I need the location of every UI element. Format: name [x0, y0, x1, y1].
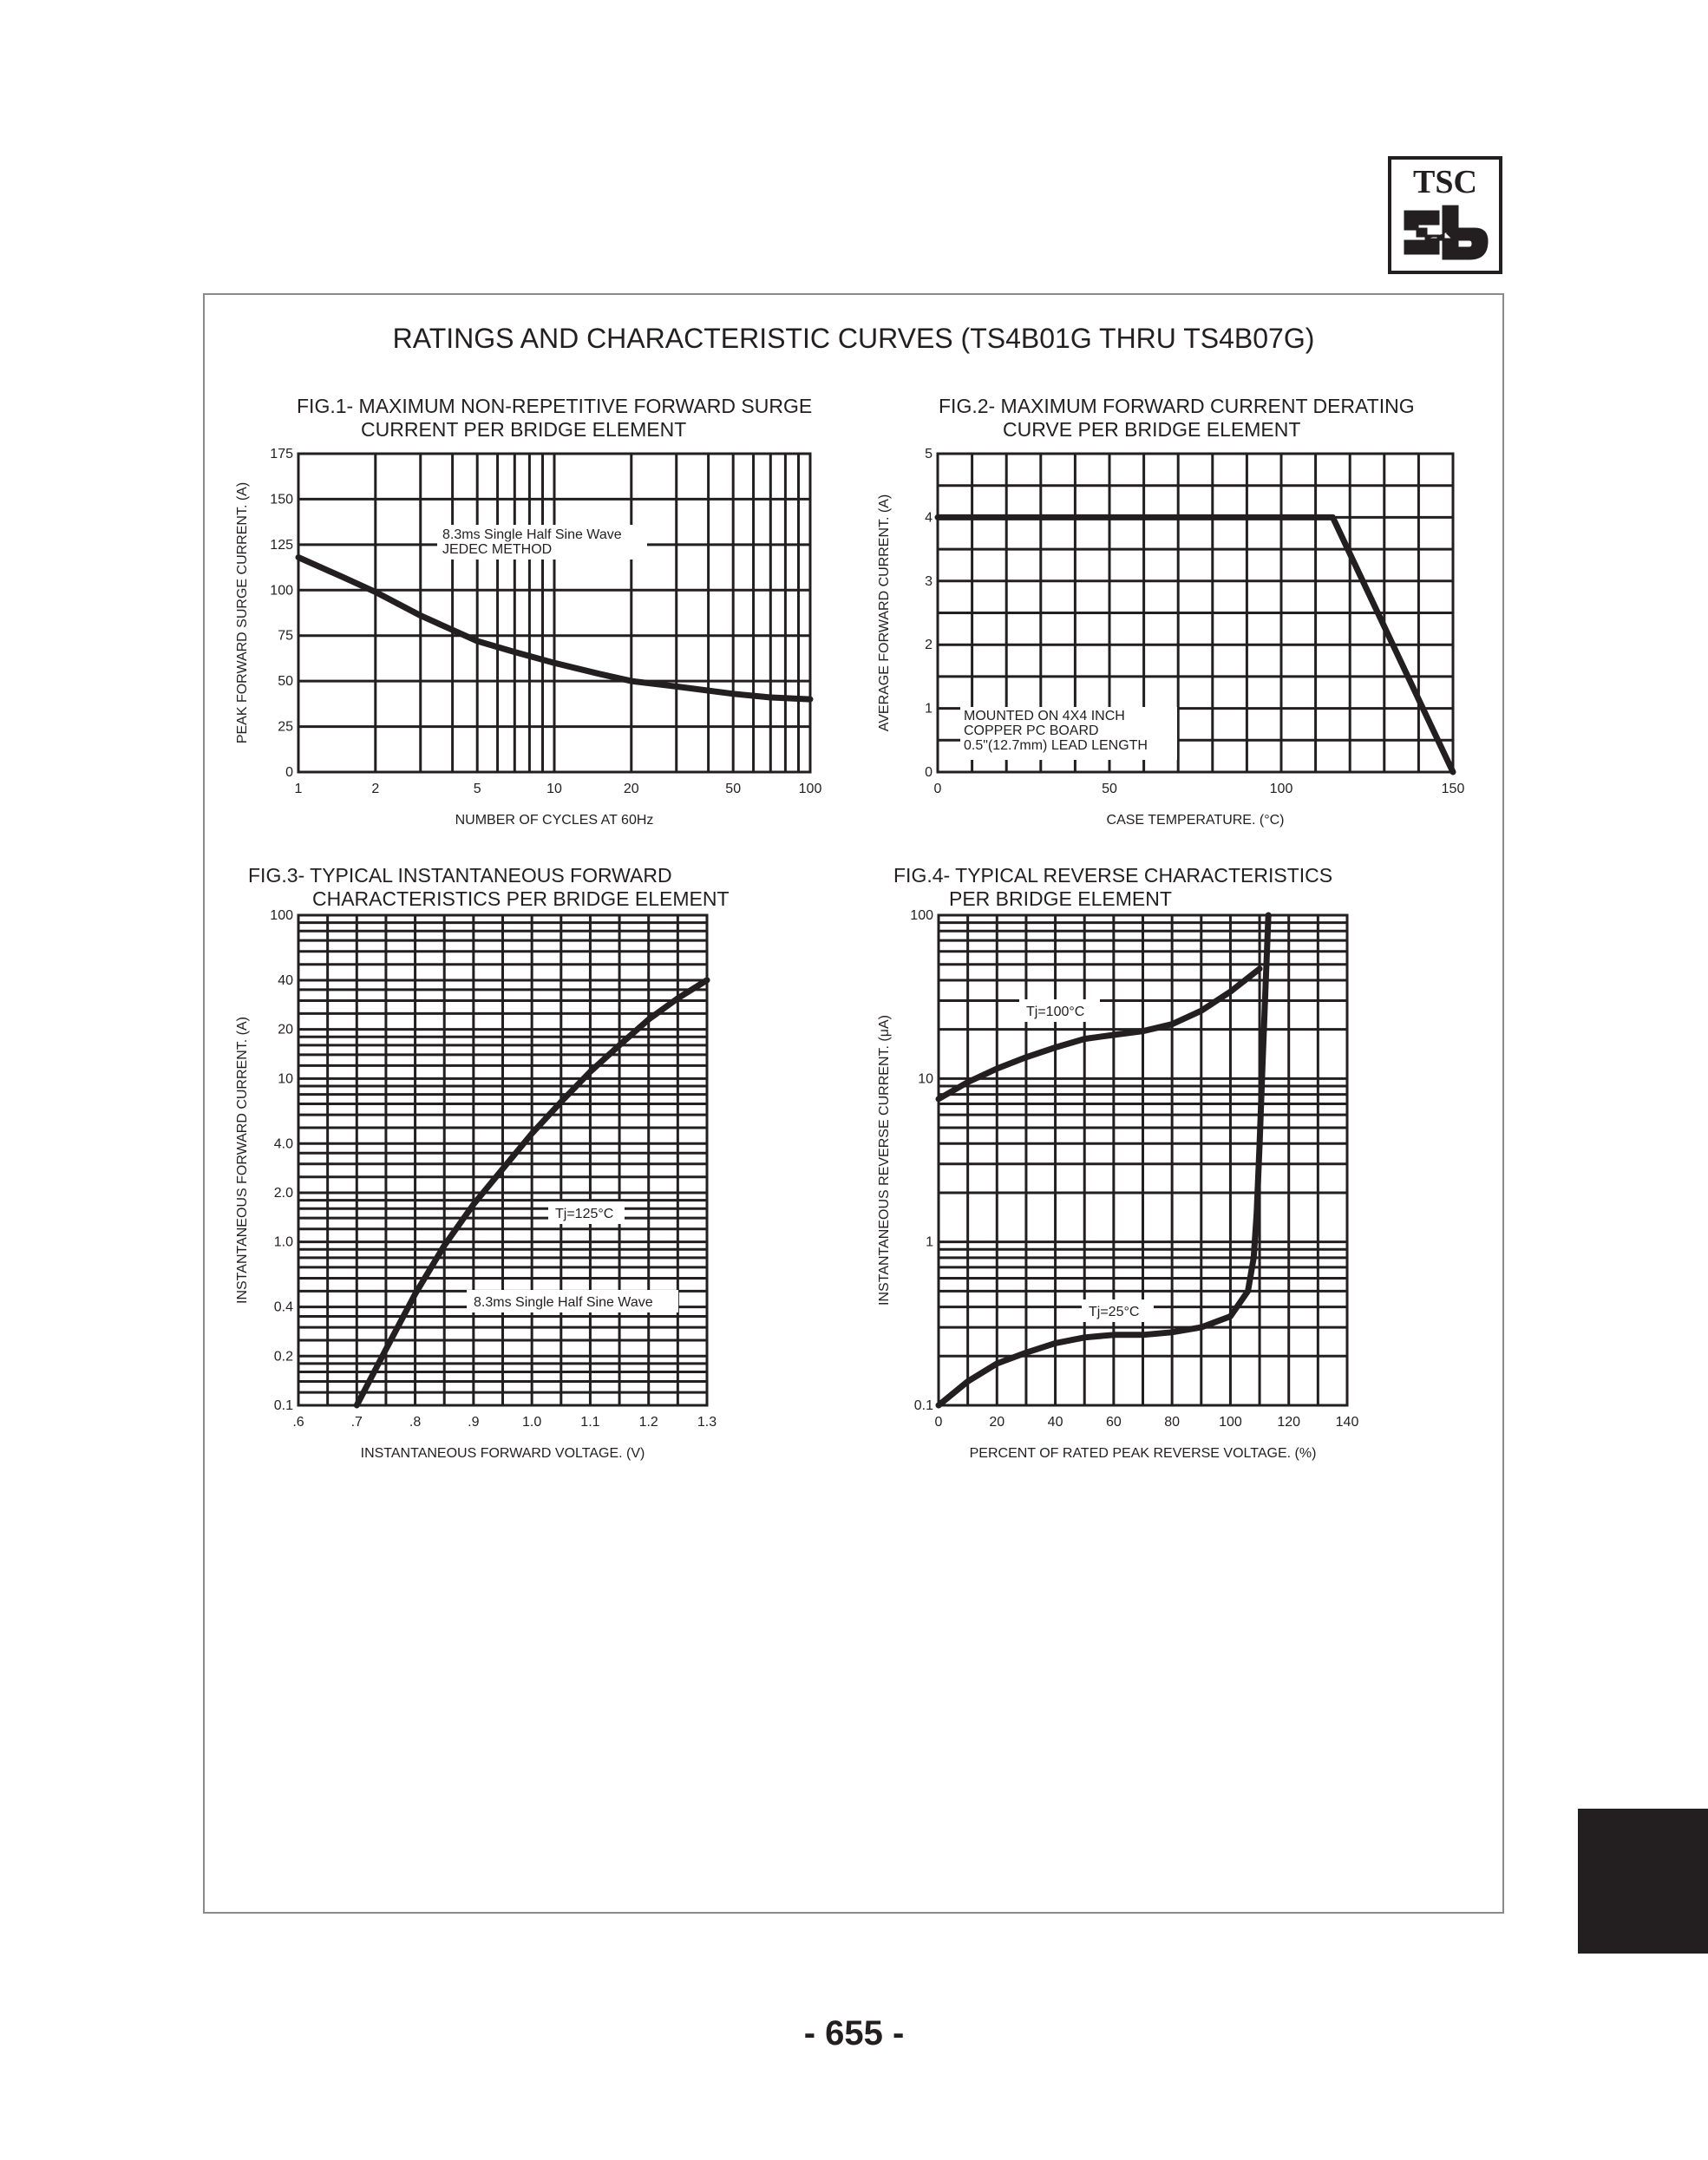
fig3-ytick-label: 0.1: [273, 1398, 293, 1413]
tsc-logo-text: TSC: [1413, 164, 1477, 200]
fig4-series-line-2: [939, 915, 1268, 1405]
fig3-xtick-label: 1.2: [638, 1415, 658, 1430]
fig2-ytick-label: 5: [925, 447, 933, 461]
fig4-ylabel: INSTANTANEOUS REVERSE CURRENT. (μA): [877, 1015, 892, 1306]
fig3-xtick-label: 1.1: [580, 1415, 600, 1430]
fig4-xtick-label: 60: [1105, 1415, 1122, 1430]
fig3-xtick-label: 1.0: [522, 1415, 542, 1430]
fig4-ytick-label: 100: [910, 908, 933, 923]
fig4-xlabel: PERCENT OF RATED PEAK REVERSE VOLTAGE. (%): [969, 1446, 1317, 1461]
fig1-xlabel: NUMBER OF CYCLES AT 60Hz: [455, 813, 654, 828]
tsc-logo: [1388, 156, 1502, 274]
fig1-annotation-text: 8.3ms Single Half Sine Wave: [442, 527, 622, 542]
fig4-xtick-label: 80: [1164, 1415, 1181, 1430]
fig3-ytick-label: 40: [278, 972, 293, 988]
fig3-ytick-label: 10: [278, 1071, 293, 1087]
fig1-ytick-label: 100: [270, 583, 293, 599]
fig3-ytick-label: 0.2: [273, 1349, 293, 1365]
fig4-chart: [867, 907, 1405, 1470]
fig3-ytick-label: 1.0: [273, 1234, 293, 1250]
fig1-ytick-label: 125: [270, 537, 293, 553]
fig1-ytick-label: 0: [285, 765, 293, 780]
fig4-annotation-text: Tj=25°C: [1089, 1305, 1140, 1319]
fig4-xtick-label: 140: [1335, 1415, 1359, 1430]
fig2-annotation-text: MOUNTED ON 4X4 INCH: [964, 709, 1125, 723]
fig3-ytick-label: 100: [270, 908, 293, 923]
fig4-ytick-label: 0.1: [913, 1398, 933, 1413]
fig2-ytick-label: 1: [925, 701, 933, 717]
fig3-ytick-label: 4.0: [273, 1136, 293, 1152]
fig1-title: [297, 395, 812, 442]
fig1-xtick-label: 50: [725, 782, 742, 796]
fig2-xtick-label: 100: [1269, 782, 1293, 796]
fig3-annotation-text: Tj=125°C: [555, 1207, 614, 1221]
fig2-annotation-text: COPPER PC BOARD: [964, 723, 1099, 738]
fig4-title: [893, 864, 1332, 911]
fig1-chart: [226, 438, 833, 846]
fig2-ytick-label: 3: [925, 573, 933, 589]
fig3-xtick-label: .6: [292, 1415, 304, 1430]
fig2-xlabel: CASE TEMPERATURE. (°C): [1106, 813, 1285, 828]
fig1-ytick-label: 75: [278, 628, 293, 644]
fig2-chart: [867, 438, 1492, 846]
fig1-xtick-label: 1: [294, 782, 303, 796]
fig4-grid: [939, 915, 1347, 1405]
fig4-title-line2: PER BRIDGE ELEMENT: [949, 887, 1172, 910]
fig1-annotation-text: JEDEC METHOD: [442, 542, 553, 557]
fig1-title-line1: FIG.1- MAXIMUM NON-REPETITIVE FORWARD SURGE: [297, 395, 813, 417]
fig1-xtick-label: 20: [623, 782, 639, 796]
fig2-xtick-label: 150: [1441, 782, 1465, 796]
fig2-title: [939, 395, 1415, 442]
fig2-ytick-label: 2: [925, 638, 933, 653]
fig2-title-line2: CURVE PER BRIDGE ELEMENT: [1003, 418, 1301, 441]
fig3-xtick-label: .7: [350, 1415, 363, 1430]
fig3-xtick-label: 1.3: [697, 1415, 717, 1430]
fig4-xtick-label: 100: [1219, 1415, 1242, 1430]
fig1-title-line2: CURRENT PER BRIDGE ELEMENT: [361, 418, 687, 441]
fig4-title-line1: FIG.4- TYPICAL REVERSE CHARACTERISTICS: [893, 864, 1333, 887]
fig1-xtick-label: 5: [473, 782, 481, 796]
fig1-xtick-label: 10: [546, 782, 562, 796]
fig3-xtick-label: .9: [468, 1415, 480, 1430]
fig1-grid: [298, 454, 810, 772]
fig2-title-line1: FIG.2- MAXIMUM FORWARD CURRENT DERATING: [939, 395, 1415, 417]
fig1-xtick-label: 2: [371, 782, 380, 796]
fig3-grid: [298, 915, 707, 1405]
fig2-ytick-label: 0: [925, 765, 933, 780]
fig3-xlabel: INSTANTANEOUS FORWARD VOLTAGE. (V): [360, 1446, 645, 1461]
fig4-xtick-label: 120: [1277, 1415, 1301, 1430]
fig2-ylabel: AVERAGE FORWARD CURRENT. (A): [877, 494, 892, 732]
fig2-annotation-text: 0.5"(12.7mm) LEAD LENGTH: [964, 738, 1148, 753]
fig3-annotation-text: 8.3ms Single Half Sine Wave: [474, 1295, 653, 1310]
fig4-ytick-label: 1: [926, 1234, 933, 1250]
fig3-ytick-label: 20: [278, 1022, 293, 1037]
fig3-ytick-label: 0.4: [273, 1299, 293, 1315]
fig1-ytick-label: 175: [270, 447, 293, 461]
fig4-xtick-label: 0: [934, 1415, 943, 1430]
fig3-xtick-label: .8: [409, 1415, 422, 1430]
fig1-ytick-label: 25: [278, 719, 293, 735]
fig3-title-line2: CHARACTERISTICS PER BRIDGE ELEMENT: [312, 887, 730, 910]
fig2-ytick-label: 4: [925, 510, 933, 526]
fig3-title: [248, 864, 730, 911]
page-number: - 655 -: [803, 2014, 905, 2052]
fig2-xtick-label: 50: [1102, 782, 1117, 796]
fig3-ylabel: INSTANTANEOUS FORWARD CURRENT. (A): [235, 1017, 250, 1304]
section-tab: [1578, 1809, 1708, 1954]
fig1-xtick-label: 100: [798, 782, 822, 796]
fig1-ytick-label: 150: [270, 492, 293, 507]
fig3-ytick-label: 2.0: [273, 1185, 293, 1201]
fig4-annotation-text: Tj=100°C: [1026, 1005, 1085, 1019]
fig3-title-line1: FIG.3- TYPICAL INSTANTANEOUS FORWARD: [248, 864, 672, 887]
fig4-xtick-label: 20: [989, 1415, 1005, 1430]
fig4-xtick-label: 40: [1047, 1415, 1063, 1430]
fig1-ytick-label: 50: [278, 674, 293, 690]
fig4-ytick-label: 10: [918, 1071, 933, 1087]
fig2-xtick-label: 0: [933, 782, 942, 796]
fig3-chart: [226, 907, 729, 1470]
fig1-ylabel: PEAK FORWARD SURGE CURRENT. (A): [235, 481, 250, 744]
page-title: RATINGS AND CHARACTERISTIC CURVES (TS4B01G THRU TS4B07G): [392, 323, 1315, 354]
